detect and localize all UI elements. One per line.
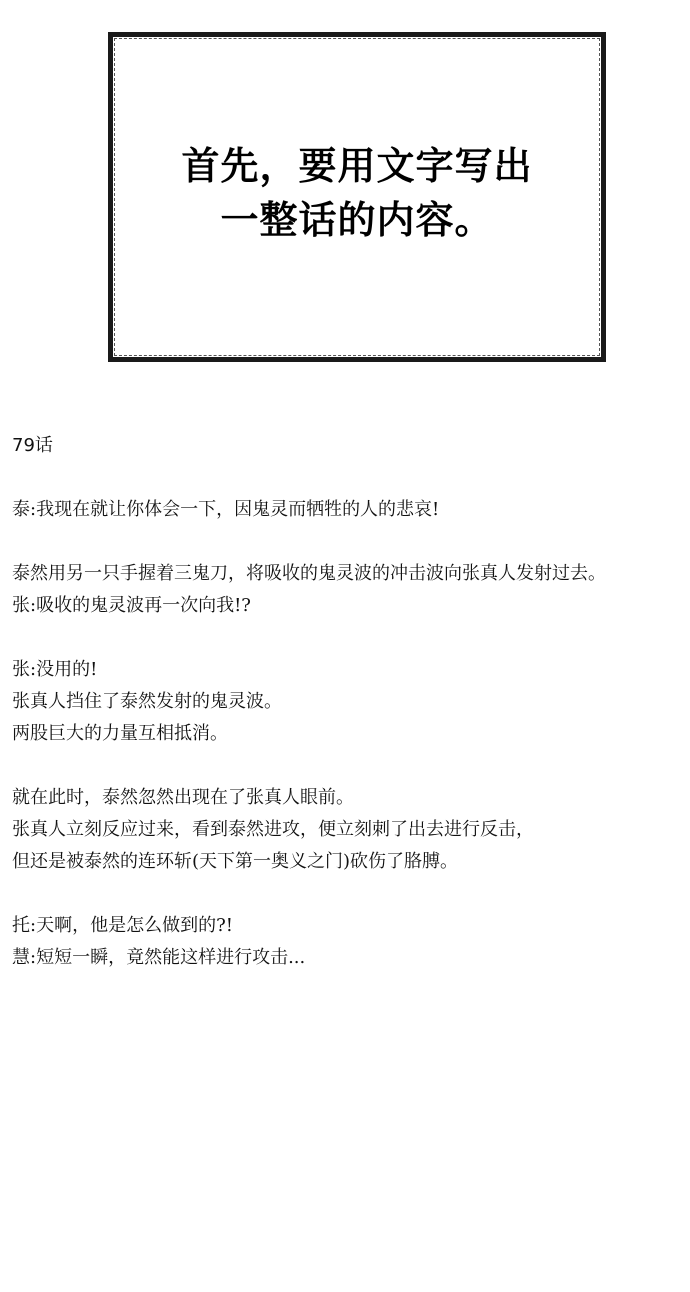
- spacer: [12, 622, 688, 654]
- chapter-title: 79话: [12, 435, 53, 456]
- spacer: [12, 462, 688, 494]
- text-line: 张:吸收的鬼灵波再一次向我!?: [12, 595, 251, 616]
- text-line: 泰:我现在就让你体会一下，因鬼灵而牺牲的人的悲哀!: [12, 499, 440, 520]
- text-line: 两股巨大的力量互相抵消。: [12, 723, 228, 744]
- notice-line-2: 一整话的内容。: [220, 198, 494, 242]
- text-line: 张真人挡住了泰然发射的鬼灵波。: [12, 691, 282, 712]
- text-line: 慧:短短一瞬，竟然能这样进行攻击...: [12, 947, 306, 968]
- story-text: [12, 430, 688, 974]
- text-line: 张:没用的!: [12, 659, 98, 680]
- text-line: 泰然用另一只手握着三鬼刀，将吸收的鬼灵波的冲击波向张真人发射过去。: [12, 563, 606, 584]
- text-line: 托:天啊，他是怎么做到的?!: [12, 915, 233, 936]
- notice-line-1: 首先，要用文字写出: [181, 144, 533, 188]
- spacer: [12, 750, 688, 782]
- notice-box: [108, 32, 606, 362]
- text-line: 就在此时，泰然忽然出现在了张真人眼前。: [12, 787, 354, 808]
- spacer: [12, 526, 688, 558]
- spacer: [12, 878, 688, 910]
- text-line: 张真人立刻反应过来，看到泰然进攻，便立刻刺了出去进行反击，: [12, 819, 534, 840]
- text-line: 但还是被泰然的连环斩(天下第一奥义之门)砍伤了胳膊。: [12, 851, 459, 872]
